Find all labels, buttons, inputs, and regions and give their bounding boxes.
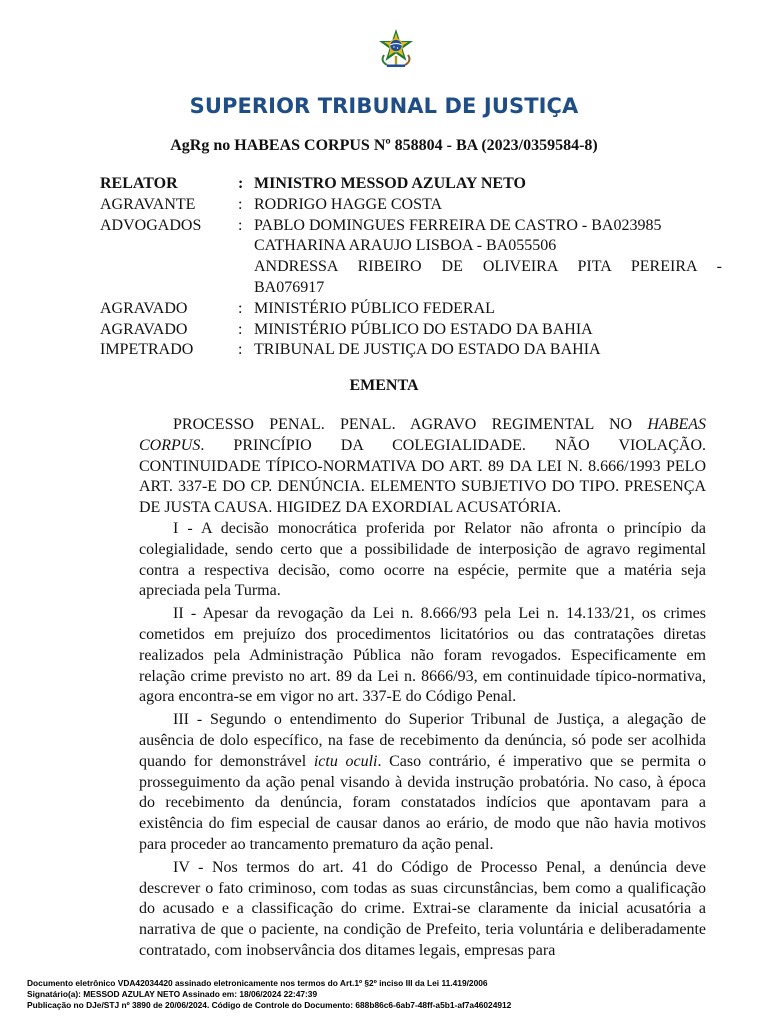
party-name: MINISTÉRIO PÚBLICO DO ESTADO DA BAHIA: [254, 320, 593, 338]
party-role: IMPETRADO: [100, 341, 194, 359]
party-row-agravado-federal: AGRAVADO : MINISTÉRIO PÚBLICO FEDERAL: [100, 299, 722, 320]
ementa-summary: PROCESSO PENAL. PENAL. AGRAVO REGIMENTAL NO HABEAS CORPUS. PRINCÍPIO DA COLEGIALIDADE. NÃO VIOLAÇÃO. CONTINUIDADE TÍPICO-NORMATIVA DO ART. 89 DA LEI N. 8.666/1993 PELO ART. 337-E DO CP. DENÚNCIA. ELEMENTO SUBJETIVO DO TIPO. PRESENÇA DE JUSTA CAUSA. HIGIDEZ DA EXORDIAL ACUSATÓRIA.: [139, 416, 706, 517]
party-name: PABLO DOMINGUES FERREIRA DE CASTRO - BA023985: [254, 216, 662, 234]
party-row-relator: RELATOR : MINISTRO MESSOD AZULAY NETO: [100, 174, 722, 195]
parties-table: [100, 174, 722, 361]
ementa-heading: EMENTA: [349, 377, 419, 394]
party-role: AGRAVADO: [100, 320, 188, 338]
footer-line-signatory: Signatário(a): MESSOD AZULAY NETO Assinado em: 18/06/2024 22:47:39: [27, 988, 318, 999]
party-name: BA076917: [254, 278, 325, 296]
ementa-paragraph-2: II - Apesar da revogação da Lei n. 8.666/93 pela Lei n. 14.133/21, os crimes cometidos em prejuízo dos procedimentos licitatórios ou das contratações diretas realizados pela Administração Pública não foram revogados. Especificamente em relação crime previsto no art. 89 da Lei n. 8666/93, em continuidade típico-normativa, agora encontra-se em vigor no art. 337-E do Código Penal.: [139, 605, 706, 706]
ementa-paragraph-4: IV - Nos termos do art. 41 do Código de Processo Penal, a denúncia deve descrever o fato criminoso, com todas as suas circunstâncias, bem como a qualificação do acusado e a classificação do crime. Extrai-se claramente da inicial acusatória a narrativa de que o paciente, na condição de Prefeito, teria voluntária e deliberadamente contratado, com inobservância dos ditames legais, empresas para: [139, 858, 706, 959]
party-row-impetrado: IMPETRADO : TRIBUNAL DE JUSTIÇA DO ESTADO DA BAHIA: [100, 340, 722, 361]
party-name: ANDRESSA RIBEIRO DE OLIVEIRA PITA PEREIRA -: [254, 258, 722, 276]
party-role: AGRAVANTE: [100, 195, 196, 213]
party-role: AGRAVADO: [100, 299, 188, 317]
party-name: TRIBUNAL DE JUSTIÇA DO ESTADO DA BAHIA: [254, 341, 601, 359]
footer-line-publication: Publicação no DJe/STJ nº 3890 de 20/06/2024. Código de Controle do Documento: 688b86c6-6ab7-48ff-a5b1-af7a46024912: [27, 999, 512, 1010]
ementa-body: [139, 415, 706, 964]
court-name: SUPERIOR TRIBUNAL DE JUSTIÇA: [189, 94, 579, 118]
party-row-agravado-estadual: AGRAVADO : MINISTÉRIO PÚBLICO DO ESTADO DA BAHIA: [100, 320, 722, 341]
footer-line-document: Documento eletrônico VDA42034420 assinado eletronicamente nos termos do Art.1º §2º inciso III da Lei 11.419/2006: [27, 978, 488, 988]
ementa-paragraph-3: III - Segundo o entendimento do Superior Tribunal de Justiça, a alegação de ausência de dolo específico, na fase de recebimento da denúncia, só pode ser acolhida quando for demonstrável ictu oculi. Caso contrário, é imperativo que se permita o prosseguimento da ação penal visando à devida instrução probatória. No caso, à época do recebimento da denúncia, foram constatados indícios que apontavam para a existência do fim especial de causar danos ao erário, de modo que não havia motivos para proceder ao trancamento prematuro da ação penal.: [139, 711, 707, 853]
party-name: MINISTÉRIO PÚBLICO FEDERAL: [254, 299, 495, 317]
party-row-agravante: AGRAVANTE : RODRIGO HAGGE COSTA: [100, 195, 722, 216]
party-name: CATHARINA ARAUJO LISBOA - BA055506: [254, 237, 557, 255]
party-role: ADVOGADOS: [100, 216, 202, 234]
brazil-coat-of-arms-icon: [376, 28, 416, 68]
signature-footer: [27, 978, 747, 1010]
party-role: RELATOR: [100, 175, 178, 192]
ementa-paragraph-1: I - A decisão monocrática proferida por Relator não afronta o princípio da colegialidade, sendo certo que a possibilidade de interposição de agravo regimental contra a respectiva decisão, como ocorre na espécie, permite que a matéria seja apreciada pela Turma.: [139, 519, 706, 600]
party-name: RODRIGO HAGGE COSTA: [254, 195, 443, 213]
party-row-advogados: ADVOGADOS : PABLO DOMINGUES FERREIRA DE CASTRO - BA023985 CATHARINA ARAUJO LISBOA - BA055506 ANDRESSA RIBEIRO DE OLIVEIRA PITA PEREIRA - BA076917: [100, 216, 722, 299]
party-name: MINISTRO MESSOD AZULAY NETO: [254, 175, 526, 192]
case-title: AgRg no HABEAS CORPUS Nº 858804 - BA (2023/0359584-8): [170, 137, 598, 154]
